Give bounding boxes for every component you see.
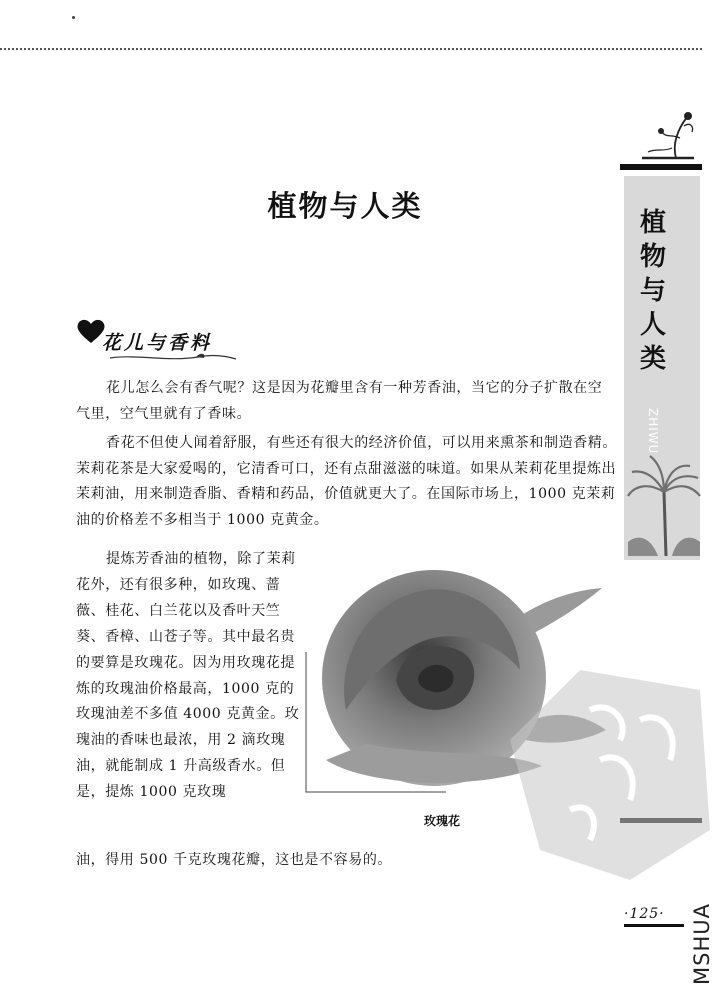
- flourish-decoration-icon: [632, 108, 696, 164]
- underline-flourish-icon: [108, 352, 238, 364]
- side-tab-title: 植物与人类: [639, 208, 666, 374]
- watermark-text: MSHUA: [690, 903, 714, 985]
- top-dot: [72, 16, 75, 19]
- header-dotted-rule: [0, 48, 702, 50]
- side-tab-top-bar: [620, 164, 702, 170]
- paragraph-2: 香花不但使人闻着舒服，有些还有很大的经济价值，可以用来熏茶和制造香精。茉莉花茶是大家爱喝的，它清香可口，还有点甜滋滋的味道。如果从茉莉花里提炼出茉莉油，用来制造香脂、香精和药品，价值就更大了。在国际市场上，1000 克茉莉油的价格差不多相当于 1000 克黄金。: [76, 435, 617, 528]
- page-number-bar: [624, 924, 684, 927]
- paragraph-3: 提炼芳香油的植物，除了茉莉花外，还有很多种，如玫瑰、蔷薇、桂花、白兰花以及香叶天竺葵、香樟、山苍子等。其中最名贵的要算是玫瑰花。因为用玫瑰花提炼的玫瑰油价格最高，1000 克的玫瑰油差不多值 4000 克黄金。玫瑰油的香味也最浓，用 2 滴玫瑰油，就能制成 1 升高级香水。但是，提炼 1000 克玫瑰: [76, 551, 300, 801]
- paragraph-3-end: 油，得用 500 千克玫瑰花瓣，这也是不容易的。: [76, 852, 393, 868]
- page-title: 植物与人类: [267, 189, 423, 223]
- paragraph-1: 花儿怎么会有香气呢？这是因为花瓣里含有一种芳香油，当它的分子扩散在空气里，空气里就有了香味。: [76, 380, 603, 422]
- side-tab-panel: [624, 176, 700, 560]
- palm-tree-icon: [628, 452, 700, 560]
- section-title: 花儿与香料: [102, 332, 213, 354]
- watermark-stamp-icon: [510, 650, 710, 880]
- figure-caption: 玫瑰花: [424, 814, 461, 828]
- page-number: ·125·: [624, 906, 665, 922]
